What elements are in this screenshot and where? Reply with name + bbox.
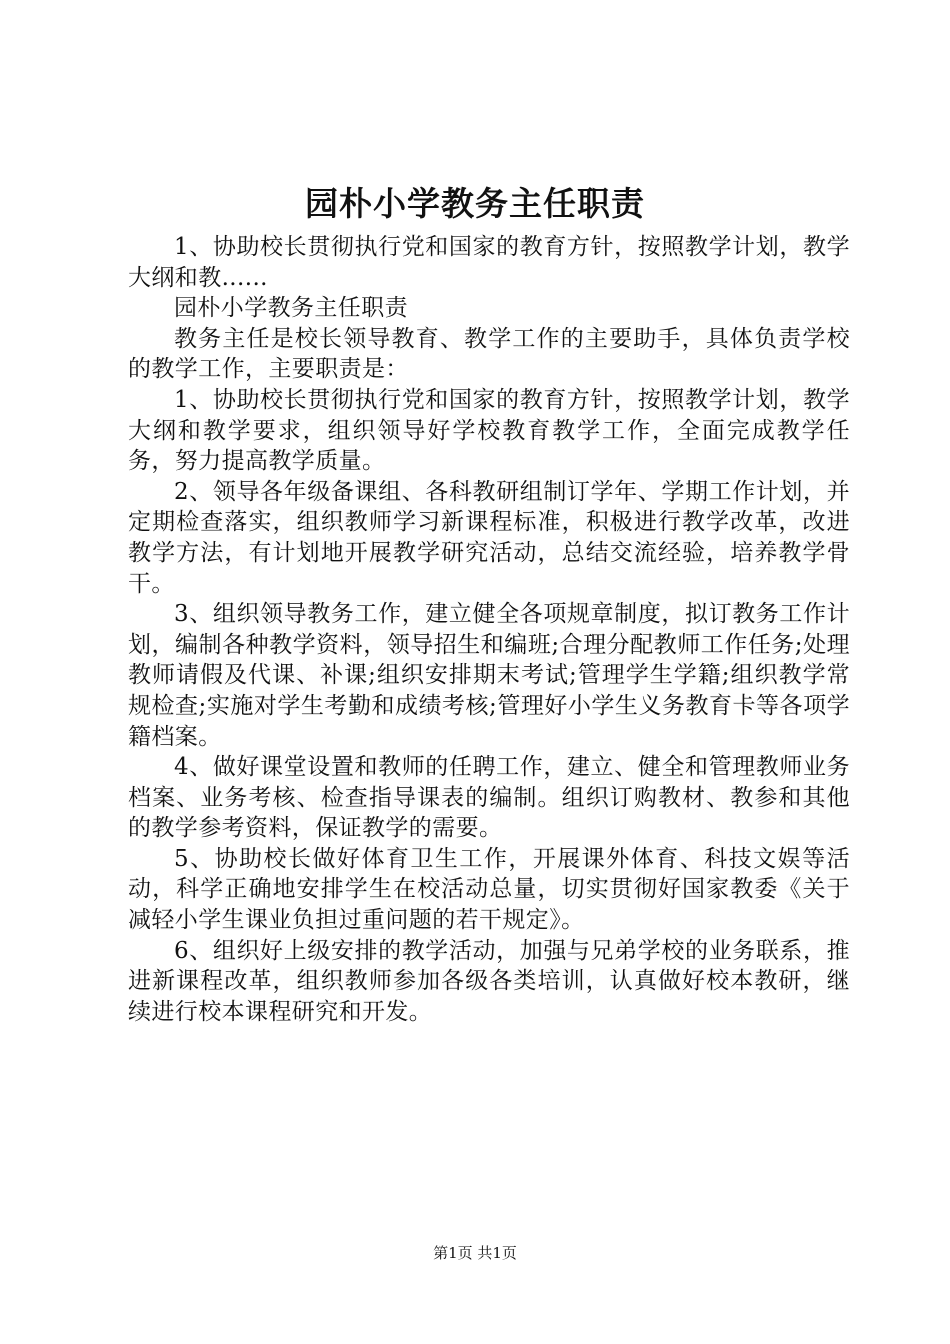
page-footer: 第1页 共1页	[433, 1244, 517, 1262]
paragraph-summary: 1、协助校长贯彻执行党和国家的教育方针，按照教学计划，教学大纲和教......	[128, 234, 850, 291]
document-body	[128, 232, 850, 1027]
paragraph-duty-4: 4、做好课堂设置和教师的任聘工作，建立、健全和管理教师业务档案、业务考核、检查指导课表的编制。组织订购教材、教参和其他的教学参考资料，保证教学的需要。	[128, 754, 850, 842]
paragraph-intro: 教务主任是校长领导教育、教学工作的主要助手，具体负责学校的教学工作，主要职责是：	[128, 325, 850, 383]
paragraph-duty-1: 1、协助校长贯彻执行党和国家的教育方针，按照教学计划，教学大纲和教学要求，组织领导好学校教育教学工作，全面完成教学任务，努力提高教学质量。	[128, 386, 850, 475]
paragraph-duty-2: 2、领导各年级备课组、各科教研组制订学年、学期工作计划，并定期检查落实，组织教师学习新课程标准，积极进行教学改革，改进教学方法，有计划地开展教学研究活动，总结交流经验，培养教学骨干。	[128, 478, 850, 597]
paragraph-duty-5: 5、协助校长做好体育卫生工作，开展课外体育、科技文娱等活动，科学正确地安排学生在校活动总量，切实贯彻好国家教委《关于减轻小学生课业负担过重问题的若干规定》。	[128, 845, 850, 934]
paragraph-subtitle: 园朴小学教务主任职责	[174, 295, 408, 322]
paragraph-duty-6: 6、组织好上级安排的教学活动，加强与兄弟学校的业务联系，推进新课程改革，组织教师参加各级各类培训，认真做好校本教研，继续进行校本课程研究和开发。	[128, 937, 850, 1025]
document-title: 园朴小学教务主任职责	[305, 184, 645, 223]
paragraph-duty-3: 3、组织领导教务工作，建立健全各项规章制度，拟订教务工作计划，编制各种教学资料，领导招生和编班;合理分配教师工作任务;处理教师请假及代课、补课;组织安排期末考试;管理学生学籍;组织教学常规检查;实施对学生考勤和成绩考核;管理好小学生义务教育卡等各项学籍档案。	[128, 601, 850, 750]
